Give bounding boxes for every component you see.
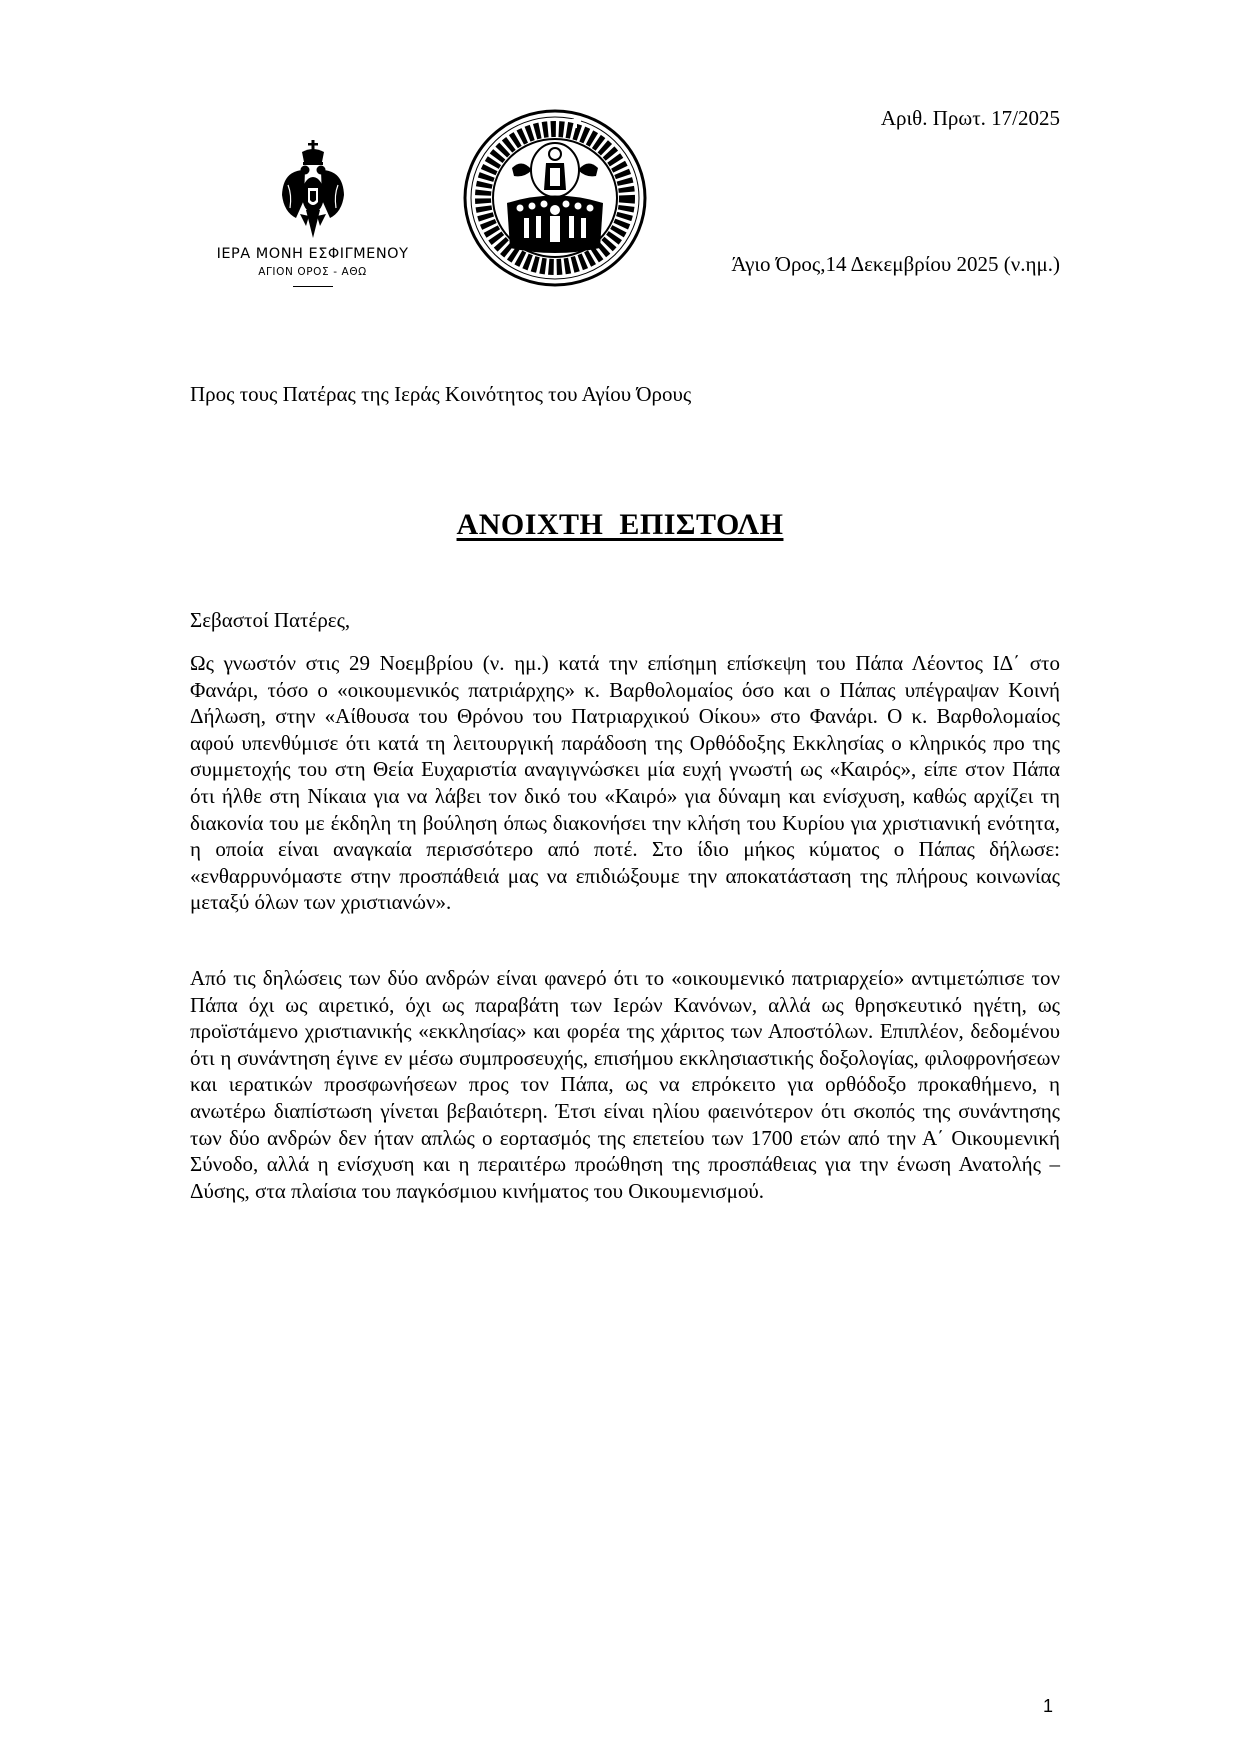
recipient-line: Προς τους Πατέρας της Ιεράς Κοινότητος του Αγίου Όρους (190, 382, 692, 406)
document-title (0, 508, 1240, 542)
date-line: Άγιο Όρος,14 Δεκεμβρίου 2025 (ν.ημ.) (731, 252, 1060, 276)
double-headed-eagle-icon (278, 140, 348, 240)
monastery-seal-icon (462, 108, 648, 288)
monastery-location: ΑΓΙΟΝ ΟΡΟΣ - ΑΘΩ (258, 266, 367, 278)
monastery-crest (195, 140, 430, 287)
salutation: Σεβαστοί Πατέρες, (190, 608, 351, 632)
monastery-name: ΙΕΡΑ ΜΟΝΗ ΕΣΦΙΓΜΕΝΟΥ (216, 246, 409, 262)
body-paragraph-1: Ως γνωστόν στις 29 Νοεμβρίου (ν. ημ.) κατά την επίσημη επίσκεψη του Πάπα Λέοντος ΙΔ΄ στο Φανάρι, τόσο ο «οικουμενικός πατριάρχης» κ. Βαρθολομαίος όσο και ο Πάπας υπέγραψαν Κοινή Δήλωση, στην «Αίθουσα του Θρόνου του Πατριαρχικού Οίκου» στο Φανάρι. Ο κ. Βαρθολομαίος αφού υπενθύμισε ότι κατά τη λειτουργική παράδοση της Ορθόδοξης Εκκλησίας ο κληρικός προ της συμμετοχής του στη Θεία Ευχαριστία αναγιγνώσκει μία ευχή γνωστή ως «Καιρός», είπε στον Πάπα ότι ήλθε στη Νίκαια για να λάβει τον δικό του «Καιρό» για δύναμη και ενίσχυση, καθώς αρχίζει τη διακονία του με έκδηλη τη βούληση όπως διακονήσει την κλήση του Κυρίου για χριστιανική ενότητα, η οποία είναι αναγκαία περισσότερο από ποτέ. Στο ίδιο μήκος κύματος ο Πάπας δήλωσε: «ενθαρρυνόμαστε στην προσπάθειά μας να επιδιώξουμε την αποκατάσταση της πλήρους κοινωνίας μεταξύ όλων των χριστιανών». (190, 651, 1060, 915)
crest-divider (293, 286, 333, 287)
body-paragraph-2: Από τις δηλώσεις των δύο ανδρών είναι φανερό ότι το «οικουμενικό πατριαρχείο» αντιμετώπισε τον Πάπα όχι ως αιρετικό, όχι ως παραβάτη των Ιερών Κανόνων, αλλά ως θρησκευτικό ηγέτη, ως προϊστάμενο χριστιανικής «εκκλησίας» και φορέα της χάριτος των Αποστόλων. Επιπλέον, δεδομένου ότι η συνάντηση έγινε εν μέσω συμπροσευχής, επισήμου εκκλησιαστικής δοξολογίας, φιλοφρονήσεων και ιερατικών προσφωνήσεων προς τον Πάπα, ως να επρόκειτο για ορθόδοξο προκαθήμενο, η ανωτέρω διαπίστωση γίνεται βεβαιότερη. Έτσι είναι ηλίου φαεινότερον ότι σκοπός της συνάντησης των δύο ανδρών δεν ήταν απλώς ο εορτασμός της επετείου των 1700 ετών από την Α΄ Οικουμενική Σύνοδο, αλλά η ενίσχυση και η περαιτέρω προώθηση της προσπάθειας για την ένωση Ανατολής – Δύσης, στα πλαίσια του παγκόσμιου κινήματος του Οικουμενισμού. (190, 966, 1060, 1203)
page-number: 1 (1043, 1696, 1054, 1716)
protocol-number: Αριθ. Πρωτ. 17/2025 (880, 106, 1060, 130)
document-title-text: ΑΝΟΙΧΤΗ ΕΠΙΣΤΟΛΗ (456, 508, 784, 541)
